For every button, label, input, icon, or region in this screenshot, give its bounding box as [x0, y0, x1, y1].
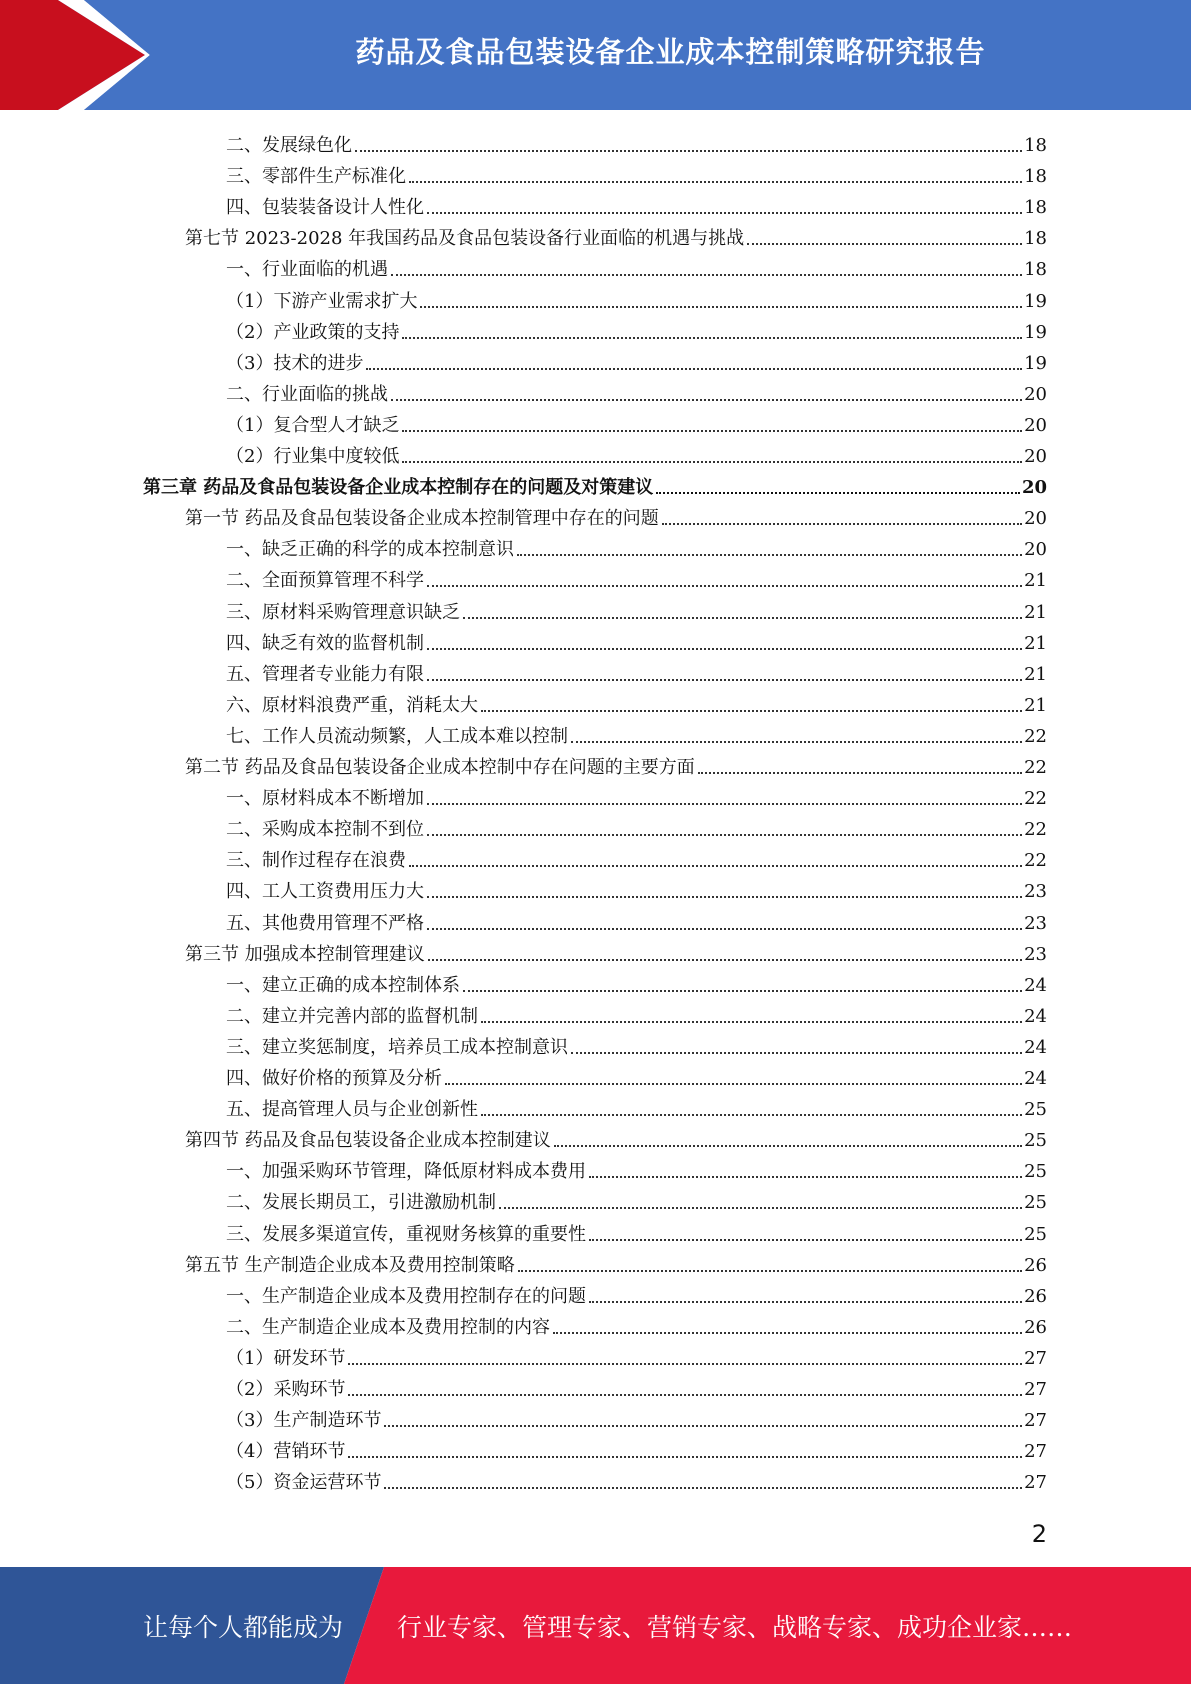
toc-entry[interactable] — [226, 655, 1047, 686]
toc-entry[interactable] — [226, 1432, 1047, 1463]
toc-entry-page: 23 — [1024, 912, 1047, 934]
toc-dot-leader — [662, 523, 1022, 525]
toc-dot-leader — [348, 1363, 1022, 1365]
toc-entry-title: （2）产业政策的支持 — [226, 321, 400, 343]
toc-entry-title: 二、采购成本控制不到位 — [226, 819, 424, 841]
toc-entry-page: 21 — [1024, 663, 1047, 685]
toc-entry-page: 27 — [1024, 1410, 1047, 1432]
toc-entry[interactable] — [226, 313, 1047, 344]
toc-entry[interactable] — [226, 997, 1047, 1028]
toc-entry-title: 一、缺乏正确的科学的成本控制意识 — [226, 539, 514, 561]
toc-entry-page: 21 — [1024, 694, 1047, 716]
toc-entry-page: 24 — [1024, 1036, 1047, 1058]
toc-entry-page: 20 — [1024, 446, 1047, 467]
toc-entry-title: 二、建立并完善内部的监督机制 — [226, 1005, 478, 1027]
toc-entry[interactable] — [185, 1121, 1047, 1152]
toc-entry-page: 18 — [1024, 228, 1047, 250]
toc-entry-page: 19 — [1024, 290, 1047, 312]
toc-entry[interactable] — [226, 1339, 1047, 1370]
toc-dot-leader — [409, 865, 1022, 867]
toc-entry-page: 23 — [1024, 943, 1047, 965]
toc-entry-title: 第五节 生产制造企业成本及费用控制策略 — [185, 1254, 515, 1276]
toc-dot-leader — [427, 648, 1022, 650]
toc-chapter-entry[interactable] — [143, 468, 1047, 499]
toc-entry-page: 25 — [1024, 1223, 1047, 1245]
toc-entry[interactable] — [226, 1463, 1047, 1494]
toc-dot-leader — [402, 337, 1022, 339]
header-band — [0, 0, 1191, 110]
toc-entry[interactable] — [226, 1215, 1047, 1246]
toc-entry-title: （1）下游产业需求扩大 — [226, 290, 418, 312]
toc-entry-page: 18 — [1024, 197, 1047, 219]
toc-dot-leader — [366, 368, 1022, 370]
toc-entry[interactable] — [226, 344, 1047, 375]
toc-entry[interactable] — [226, 157, 1047, 188]
toc-entry-title: 三、制作过程存在浪费 — [226, 850, 406, 872]
toc-entry-page: 25 — [1024, 1192, 1047, 1214]
toc-dot-leader — [427, 679, 1022, 681]
toc-entry-page: 27 — [1024, 1347, 1047, 1369]
page-number: 2 — [1031, 1520, 1047, 1548]
toc-entry[interactable] — [226, 904, 1047, 935]
toc-entry-page: 20 — [1021, 477, 1047, 499]
toc-entry-page: 19 — [1024, 321, 1047, 343]
toc-entry-title: 一、加强采购环节管理，降低原材料成本费用 — [226, 1161, 586, 1183]
toc-entry[interactable] — [226, 1370, 1047, 1401]
toc-dot-leader — [589, 1301, 1022, 1303]
toc-entry-page: 22 — [1024, 850, 1047, 872]
toc-dot-leader — [348, 1456, 1022, 1458]
toc-entry-page: 22 — [1024, 819, 1047, 841]
toc-dot-leader — [463, 990, 1022, 992]
toc-dot-leader — [427, 928, 1022, 930]
toc-entry-page: 24 — [1024, 1068, 1047, 1089]
toc-dot-leader — [517, 554, 1022, 556]
toc-entry-title: 第三章 药品及食品包装设备企业成本控制存在的问题及对策建议 — [143, 477, 654, 499]
footer-band — [0, 1567, 1191, 1684]
toc-entry[interactable] — [226, 841, 1047, 872]
toc-entry-page: 20 — [1024, 539, 1047, 561]
toc-entry-title: 三、零部件生产标准化 — [226, 166, 406, 188]
toc-entry[interactable] — [226, 561, 1047, 592]
toc-entry[interactable] — [226, 593, 1047, 624]
toc-entry[interactable] — [226, 126, 1047, 157]
report-title: 药品及食品包装设备企业成本控制策略研究报告 — [355, 34, 986, 69]
toc-dot-leader — [427, 585, 1022, 587]
toc-entry-page: 18 — [1024, 259, 1047, 281]
toc-dot-leader — [571, 1052, 1022, 1054]
toc-dot-leader — [747, 243, 1022, 245]
toc-dot-leader — [391, 399, 1022, 401]
toc-dot-leader — [427, 212, 1022, 214]
toc-dot-leader — [348, 1394, 1022, 1396]
toc-entry-title: 二、发展长期员工，引进激励机制 — [226, 1192, 496, 1214]
toc-dot-leader — [391, 274, 1022, 276]
toc-entry-title: 五、其他费用管理不严格 — [226, 912, 424, 934]
toc-dot-leader — [427, 834, 1022, 836]
toc-entry-page: 25 — [1024, 1130, 1047, 1152]
toc-entry[interactable] — [226, 1152, 1047, 1183]
toc-entry-page: 22 — [1024, 757, 1047, 778]
toc-entry[interactable] — [226, 966, 1047, 997]
toc-dot-leader — [355, 150, 1022, 152]
toc-entry[interactable] — [185, 935, 1047, 966]
toc-entry[interactable] — [185, 748, 1047, 779]
toc-dot-leader — [553, 1332, 1022, 1334]
toc-dot-leader — [384, 1487, 1022, 1489]
toc-entry-page: 20 — [1024, 414, 1047, 436]
toc-entry[interactable] — [226, 1059, 1047, 1090]
toc-dot-leader — [420, 306, 1022, 308]
toc-dot-leader — [518, 1270, 1022, 1272]
toc-dot-leader — [445, 1083, 1022, 1085]
toc-dot-leader — [554, 1145, 1022, 1147]
toc-dot-leader — [656, 492, 1020, 494]
toc-entry[interactable] — [226, 779, 1047, 810]
toc-entry-page: 18 — [1024, 135, 1047, 156]
toc-dot-leader — [463, 617, 1022, 619]
toc-entry-title: 五、管理者专业能力有限 — [226, 663, 424, 685]
toc-entry-title: 第一节 药品及食品包装设备企业成本控制管理中存在的问题 — [185, 508, 659, 530]
toc-entry[interactable] — [226, 810, 1047, 841]
toc-entry-title: 六、原材料浪费严重，消耗太大 — [226, 694, 478, 716]
toc-entry-title: 第二节 药品及食品包装设备企业成本控制中存在问题的主要方面 — [185, 757, 695, 778]
toc-entry-title: 三、发展多渠道宣传，重视财务核算的重要性 — [226, 1223, 586, 1245]
toc-entry-title: 一、建立正确的成本控制体系 — [226, 974, 460, 996]
toc-entry-page: 21 — [1024, 632, 1047, 654]
toc-entry-title: 第七节 2023-2028 年我国药品及食品包装设备行业面临的机遇与挑战 — [185, 228, 745, 250]
toc-entry-title: 七、工作人员流动频繁，人工成本难以控制 — [226, 725, 568, 747]
toc-dot-leader — [409, 181, 1022, 183]
toc-entry-page: 20 — [1024, 508, 1047, 530]
toc-entry-title: （1）研发环节 — [226, 1347, 346, 1369]
toc-entry-page: 19 — [1024, 352, 1047, 374]
toc-entry-title: 一、原材料成本不断增加 — [226, 788, 424, 810]
toc-entry-title: 二、行业面临的挑战 — [226, 383, 388, 405]
toc-entry[interactable] — [226, 530, 1047, 561]
toc-dot-leader — [427, 896, 1022, 898]
toc-dot-leader — [589, 1176, 1022, 1178]
toc-entry[interactable] — [226, 1401, 1047, 1432]
toc-dot-leader — [499, 1207, 1022, 1209]
toc-entry-page: 26 — [1024, 1254, 1047, 1276]
toc-entry[interactable] — [226, 406, 1047, 437]
toc-entry[interactable] — [226, 250, 1047, 281]
toc-entry[interactable] — [226, 188, 1047, 219]
toc-dot-leader — [427, 803, 1022, 805]
toc-dot-leader — [481, 1021, 1022, 1023]
toc-entry[interactable] — [226, 686, 1047, 717]
toc-dot-leader — [481, 1114, 1022, 1116]
toc-entry-page: 21 — [1024, 601, 1047, 623]
toc-entry-page: 26 — [1024, 1285, 1047, 1307]
toc-entry-title: 二、全面预算管理不科学 — [226, 570, 424, 592]
toc-entry-title: 第四节 药品及食品包装设备企业成本控制建议 — [185, 1130, 551, 1152]
toc-dot-leader — [402, 461, 1022, 463]
toc-entry-title: （5）资金运营环节 — [226, 1472, 382, 1494]
toc-entry-title: （2）采购环节 — [226, 1379, 346, 1400]
toc-entry-title: 四、包装装备设计人性化 — [226, 197, 424, 219]
toc-entry-page: 22 — [1024, 725, 1047, 747]
toc-entry-title: （1）复合型人才缺乏 — [226, 414, 400, 436]
toc-dot-leader — [571, 741, 1022, 743]
toc-entry-page: 24 — [1024, 1005, 1047, 1027]
toc-entry-page: 25 — [1024, 1099, 1047, 1121]
toc-entry[interactable] — [226, 1183, 1047, 1214]
toc-entry-page: 27 — [1024, 1472, 1047, 1494]
toc-dot-leader — [428, 959, 1022, 961]
toc-dot-leader — [698, 772, 1022, 774]
toc-entry-title: （2）行业集中度较低 — [226, 446, 400, 467]
toc-entry-title: 四、做好价格的预算及分析 — [226, 1068, 442, 1089]
toc-entry[interactable] — [226, 1028, 1047, 1059]
toc-entry-title: 三、建立奖惩制度，培养员工成本控制意识 — [226, 1036, 568, 1058]
toc-entry-page: 20 — [1024, 383, 1047, 405]
toc-entry[interactable] — [226, 375, 1047, 406]
footer-slogan-right: 行业专家、管理专家、营销专家、战略专家、成功企业家…… — [397, 1612, 1073, 1642]
toc-entry[interactable] — [185, 499, 1047, 530]
toc-entry-page: 27 — [1024, 1441, 1047, 1463]
toc-entry[interactable] — [226, 1308, 1047, 1339]
toc-entry-title: 四、工人工资费用压力大 — [226, 881, 424, 903]
toc-entry-title: 三、原材料采购管理意识缺乏 — [226, 601, 460, 623]
toc-entry-page: 24 — [1024, 974, 1047, 996]
toc-dot-leader — [384, 1425, 1022, 1427]
toc-entry[interactable] — [226, 717, 1047, 748]
toc-entry[interactable] — [226, 437, 1047, 468]
toc-entry-page: 18 — [1024, 166, 1047, 188]
toc-dot-leader — [589, 1239, 1022, 1241]
toc-entry-page: 22 — [1024, 788, 1047, 810]
toc-entry-title: 二、发展绿色化 — [226, 135, 352, 156]
toc-entry-title: （4）营销环节 — [226, 1441, 346, 1463]
toc-entry-page: 26 — [1024, 1316, 1047, 1338]
toc-entry-page: 27 — [1024, 1379, 1047, 1400]
toc-entry-page: 21 — [1024, 570, 1047, 592]
toc-entry-page: 25 — [1024, 1161, 1047, 1183]
toc-entry-title: 一、行业面临的机遇 — [226, 259, 388, 281]
toc-entry-title: （3）技术的进步 — [226, 352, 364, 374]
toc-entry[interactable] — [226, 624, 1047, 655]
toc-entry-title: 一、生产制造企业成本及费用控制存在的问题 — [226, 1285, 586, 1307]
footer-slogan-left: 让每个人都能成为 — [143, 1612, 344, 1642]
toc-entry-title: 二、生产制造企业成本及费用控制的内容 — [226, 1316, 550, 1338]
toc-entry-title: 第三节 加强成本控制管理建议 — [185, 943, 425, 965]
toc-entry[interactable] — [226, 282, 1047, 313]
toc-entry[interactable] — [185, 1246, 1047, 1277]
toc-entry-title: 四、缺乏有效的监督机制 — [226, 632, 424, 654]
toc-entry[interactable] — [226, 1277, 1047, 1308]
toc-dot-leader — [481, 710, 1022, 712]
toc-entry-page: 23 — [1024, 881, 1047, 903]
toc-entry-title: （3）生产制造环节 — [226, 1410, 382, 1432]
toc-entry[interactable] — [226, 872, 1047, 903]
toc-entry[interactable] — [185, 219, 1047, 250]
toc-entry[interactable] — [226, 1090, 1047, 1121]
toc-entry-title: 五、提高管理人员与企业创新性 — [226, 1099, 478, 1121]
toc-dot-leader — [402, 430, 1022, 432]
